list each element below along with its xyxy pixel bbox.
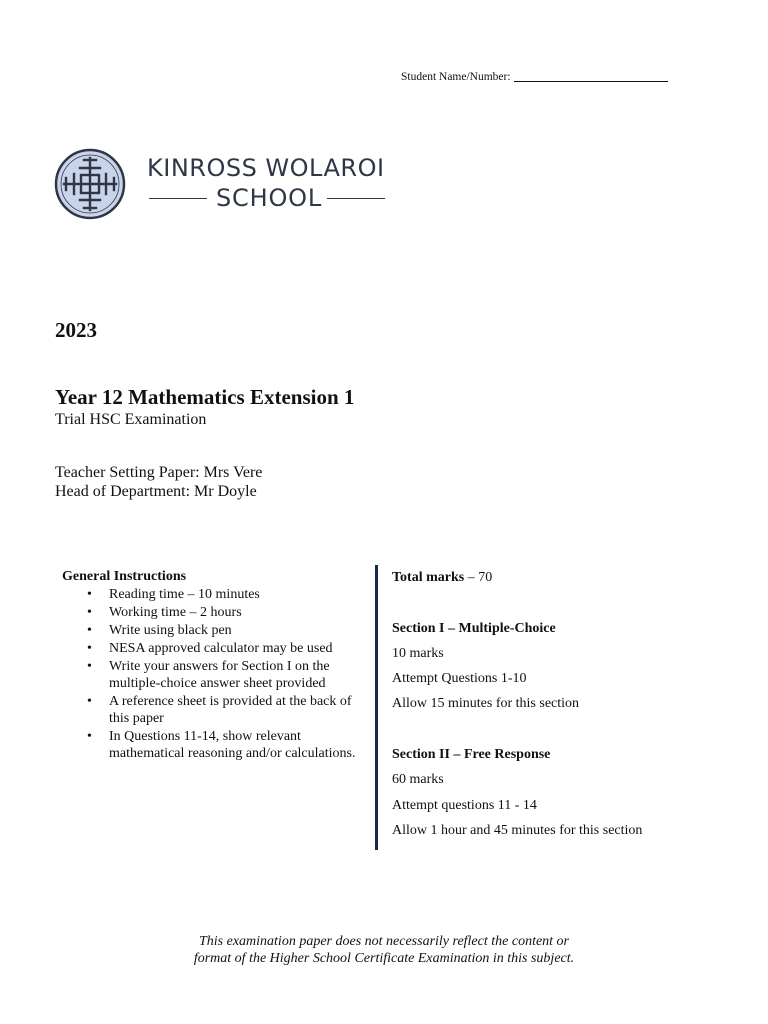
- list-item: • In Questions 11-14, show relevant mathematical reasoning and/or calculations.: [109, 728, 366, 762]
- total-marks: [392, 569, 692, 586]
- general-instructions: [62, 569, 366, 763]
- section-1-attempt: Attempt Questions 1-10: [392, 671, 527, 686]
- section-1-marks: 10 marks: [392, 646, 444, 661]
- section-1-allow: Allow 15 minutes for this section: [392, 696, 580, 711]
- exam-disclaimer: [0, 933, 768, 967]
- list-item: • A reference sheet is provided at the back of this paper: [109, 693, 366, 727]
- section-1-heading: Section I – Multiple-Choice: [392, 621, 556, 636]
- instructions-heading: General Instructions: [62, 569, 187, 584]
- school-logo: [54, 148, 384, 218]
- disclaimer-line-2: format of the Higher School Certificate Examination in this subject.: [193, 951, 575, 966]
- head-of-department: Head of Department: Mr Doyle: [55, 483, 257, 500]
- list-item: • Reading time – 10 minutes: [109, 586, 366, 603]
- total-marks-label: Total marks: [392, 570, 465, 585]
- exam-year: 2023: [55, 318, 97, 342]
- exam-subtitle: Trial HSC Examination: [55, 411, 207, 428]
- disclaimer-line-1: This examination paper does not necessarily reflect the content or: [198, 934, 570, 949]
- instructions-list: [62, 586, 366, 762]
- section-2-heading: Section II – Free Response: [392, 747, 551, 762]
- section-2-marks: 60 marks: [392, 772, 444, 787]
- list-item: • Working time – 2 hours: [109, 604, 366, 621]
- school-crest-icon: [54, 148, 126, 220]
- student-name-label: Student Name/Number:: [401, 71, 511, 83]
- student-name-field: [401, 71, 668, 83]
- school-sub-name: SCHOOL: [216, 184, 322, 212]
- section-2-attempt: Attempt questions 11 - 14: [392, 798, 537, 813]
- list-item: • Write using black pen: [109, 622, 366, 639]
- list-item: • NESA approved calculator may be used: [109, 640, 366, 657]
- marks-summary: [392, 569, 692, 839]
- column-divider: [375, 565, 378, 850]
- exam-title: Year 12 Mathematics Extension 1: [55, 385, 355, 409]
- school-name: KINROSS WOLAROI: [147, 154, 385, 182]
- student-name-blank: [514, 81, 668, 82]
- total-marks-value: – 70: [464, 570, 493, 585]
- list-item: • Write your answers for Section I on the multiple-choice answer sheet provided: [109, 658, 366, 692]
- teacher-setting-paper: Teacher Setting Paper: Mrs Vere: [55, 464, 263, 481]
- logo-rule-left: [149, 198, 207, 199]
- logo-rule-right: [327, 198, 385, 199]
- section-2-allow: Allow 1 hour and 45 minutes for this section: [392, 823, 643, 838]
